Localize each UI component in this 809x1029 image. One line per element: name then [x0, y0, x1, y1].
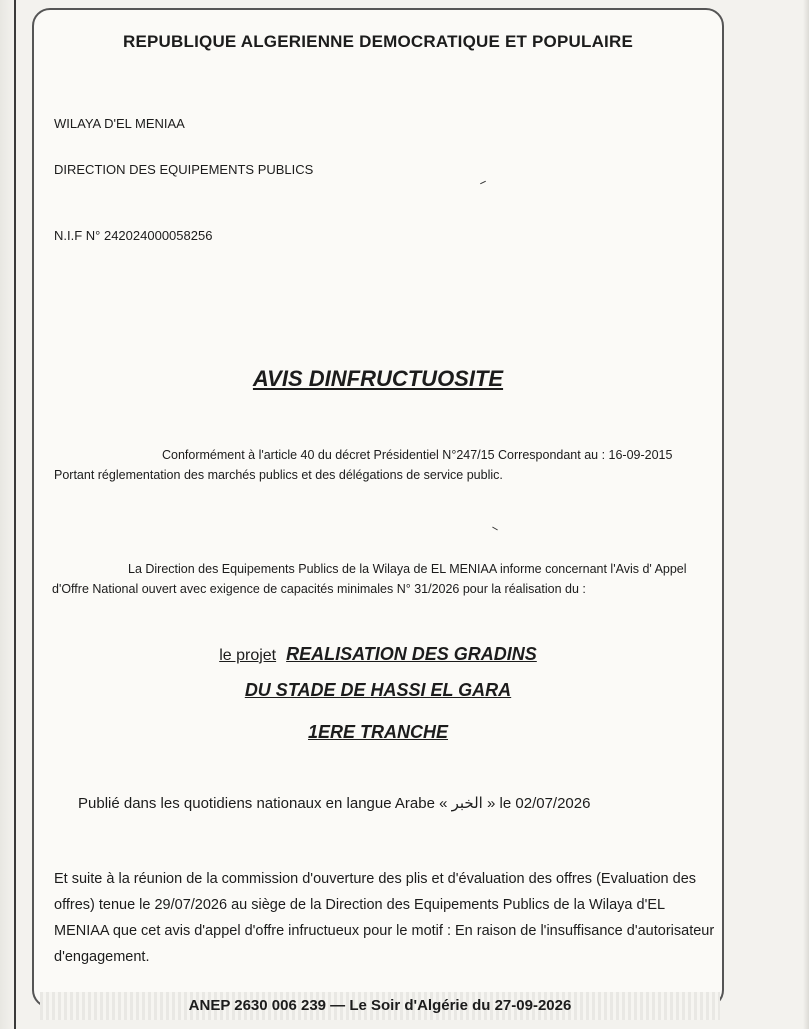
scan-left-edge — [0, 0, 16, 1029]
publication-footer: ANEP 2630 006 239 — Le Soir d'Algérie du 27-09-2026 — [40, 992, 720, 1020]
project-line-3 — [34, 722, 722, 743]
reference-line-1: Conformément à l'article 40 du décret Présidentiel N°247/15 Correspondant au : 16-09-2015 — [162, 448, 673, 462]
scan-speck — [492, 527, 498, 531]
intro-line-2: d'Offre National ouvert avec exigence de capacités minimales N° 31/2026 pour la réalisation du : — [52, 582, 586, 596]
intro-line-1: La Direction des Equipements Publics de la Wilaya de EL MENIAA informe concernant l'Avis d' Appel — [128, 562, 687, 576]
notice-frame — [32, 8, 724, 1008]
conclusion-paragraph: Et suite à la réunion de la commission d'ouverture des plis et d'évaluation des offres (Evaluation des offres) tenue le 29/07/2026 au siège de la Direction des Equipements Publics de la Wilaya d'EL MENIAA que cet avis d'appel d'offre infructueux pour le motif : En raison de l'insuffisance d'autorisateur d'engagement. — [54, 871, 715, 965]
publication-line: Publié dans les quotidiens nationaux en langue Arabe « الخبر » le 02/07/2026 — [78, 795, 591, 812]
project-name-1: REALISATION DES GRADINS — [286, 644, 537, 664]
republic-header: REPUBLIQUE ALGERIENNE DEMOCRATIQUE ET POPULAIRE — [123, 32, 633, 51]
project-name-2: DU STADE DE HASSI EL GARA — [244, 680, 512, 700]
notice-title: AVIS DINFRUCTUOSITE — [252, 366, 504, 391]
scan-right-edge — [803, 0, 809, 1029]
scan-speck — [480, 181, 486, 184]
project-tranche: 1ERE TRANCHE — [307, 722, 449, 742]
reference-line-2: Portant réglementation des marchés publics et des délégations de service public. — [54, 468, 503, 482]
project-label: le projet — [219, 647, 277, 664]
project-line-2 — [34, 680, 722, 701]
direction-line: DIRECTION DES EQUIPEMENTS PUBLICS — [54, 162, 314, 177]
nif-line: N.I.F N° 242024000058256 — [54, 228, 213, 243]
project-line-1 — [34, 644, 722, 665]
wilaya-line: WILAYA D'EL MENIAA — [54, 116, 185, 131]
